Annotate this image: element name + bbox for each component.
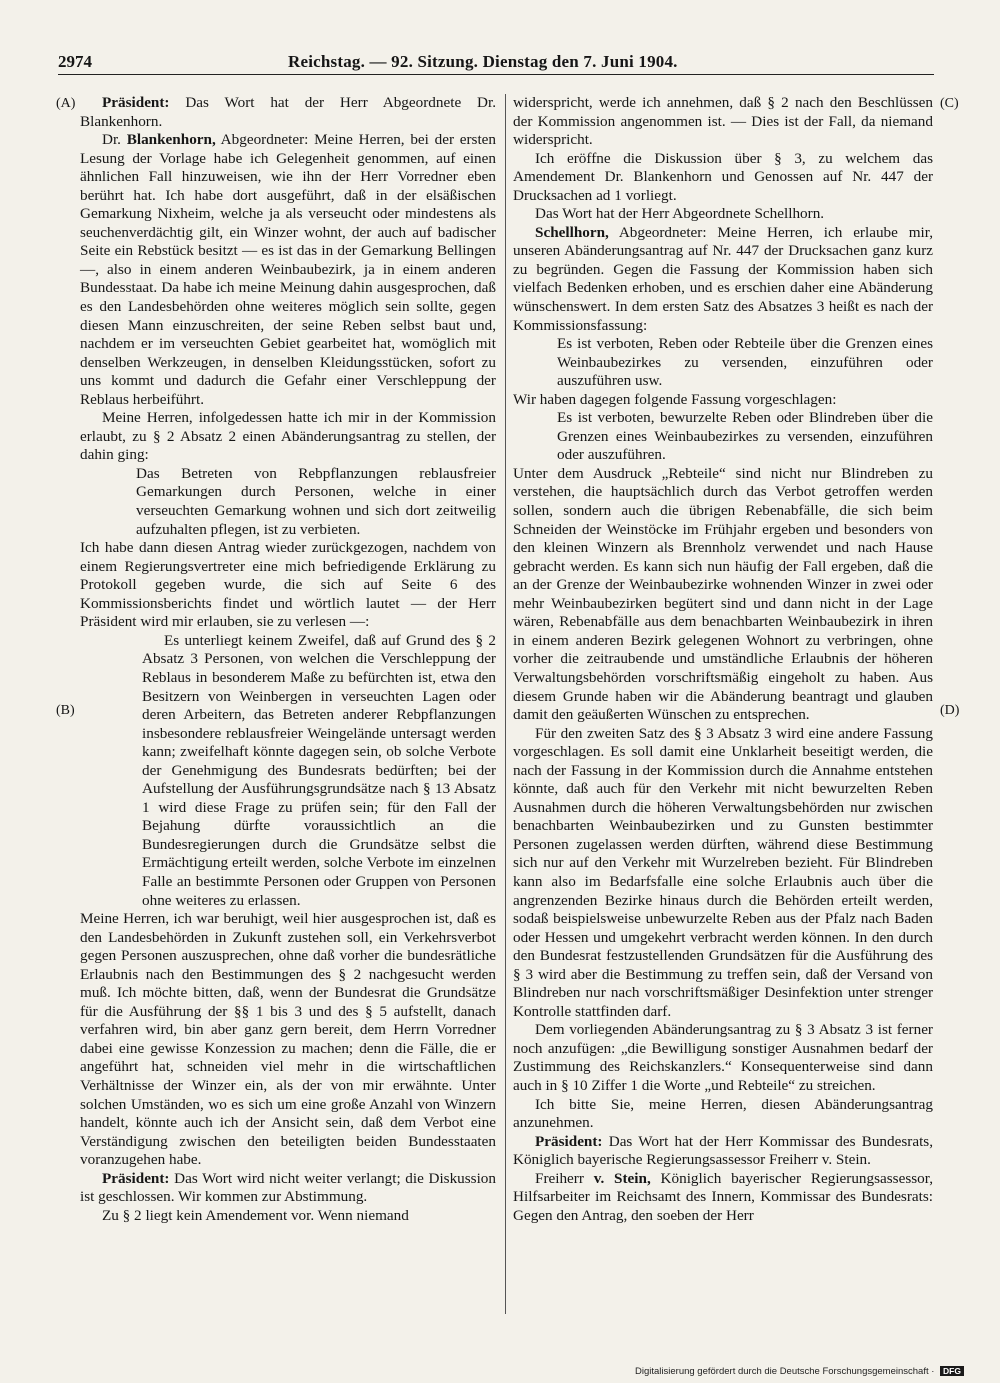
paragraph bbox=[80, 1170, 496, 1207]
paragraph: widerspricht, werde ich annehmen, daß § 2 nach den Beschlüssen der Kommission angenommen ist. — Dies ist der Fall, da niemand widerspricht. bbox=[513, 94, 933, 149]
paragraph: Ich habe dann diesen Antrag wieder zurückgezogen, nachdem von einem Regierungsvertreter eine mich befriedigende Erklärung zu Protokoll gegeben wurde, die sich auf Seite 6 des Kommissionsberichts findet und wörtlich lautet — der Herr Präsident wird mir erlauben, sie zu verlesen —: bbox=[80, 539, 496, 631]
paragraph: Ich bitte Sie, meine Herren, diesen Abänderungsantrag anzunehmen. bbox=[513, 1095, 933, 1132]
paragraph: Das Wort hat der Herr Abgeordnete Schellhorn. bbox=[535, 205, 825, 223]
paragraph: Für den zweiten Satz des § 3 Absatz 3 wird eine andere Fassung vorgeschlagen. Es soll damit eine Unklarheit beseitigt werden, die nach der Fassung in der Kommission durch die Annahme entstehen könnte, daß auch für den Verkehr mit nicht bewurzelten Reben Ausnahmen durch die höheren Verwaltungsbehörden nur zwischen benachbarten Weinbaubezirken und zu Gunsten bestimmter Personen zugelassen werden dürften, während diese Bestimmung sich nur auf den Verkehr mit Wurzelreben bezieht. Für Blindreben kann also im Bedarfsfalle eine solche Erlaubnis auch über die angrenzenden Bezirke hinaus durch die Behörden erteilt werden, sodaß beispielsweise unbewurzelte Reben aus der Pfalz nach Baden oder Hessen und umgekehrt verbracht werden können. In den durch den Bundesrat festzustellenden Grundsätzen für die Ausführung des § 3 wird aber die Bestimmung zu treffen sein, daß der Versand von Blindreben nur nach vorschriftsmäßiger Desinfektion unter strenger Kontrolle stattfinden darf. bbox=[513, 724, 933, 1020]
paragraph bbox=[513, 1170, 933, 1226]
quoted-protocol: Es unterliegt keinem Zweifel, daß auf Grund des § 2 Absatz 3 Personen, von welchen die Verschleppung der Reblaus in besonderem Maße zu befürchten ist, etwa den Besitzern von Weinbergen in verseuchten Lagen oder deren Arbeitern, das Betreten anderer Rebpflanzungen insbesondere reblausfreier Weingelände untersagt werden kann; zweifelhaft könnte dagegen sein, ob solche Verbote der Genehmigung des Bundesrats bedürften; bei der Aufstellung der Ausführungsgrundsätze nach § 13 Absatz 1 wird diese Frage zu prüfen sein; für den Fall der Bejahung dürfte voraussichtlich an die Bundesregierungen durch die Grundsätze selbst die Ermächtigung erteilt werden, solche Verbote im einzelnen Falle an bestimmte Personen oder Gruppen von Personen ohne weiteres zu erlassen. bbox=[142, 631, 496, 909]
paragraph: Wir haben dagegen folgende Fassung vorgeschlagen: bbox=[513, 390, 837, 408]
dfg-logo: DFG bbox=[940, 1366, 964, 1376]
column-divider bbox=[505, 94, 506, 1314]
speaker-name: Präsident: bbox=[102, 94, 170, 111]
footer-text: Digitalisierung gefördert durch die Deutsche Forschungsgemeinschaft · bbox=[635, 1366, 935, 1377]
running-head: Reichstag. — 92. Sitzung. Dienstag den 7. Juni 1904. bbox=[288, 52, 678, 71]
paragraph: Dem vorliegenden Abänderungsantrag zu § 3 Absatz 3 ist ferner noch anzufügen: „die Bewilligung sonstiger Ausnahmen bedarf der Zustimmung des Reichskanzlers.“ Konsequenterweise sind dann auch in § 10 Ziffer 1 die Worte „und Rebteile“ zu streichen. bbox=[513, 1021, 933, 1094]
speaker-name: v. Stein, bbox=[593, 1169, 651, 1187]
paragraph: Ich eröffne die Diskussion über § 3, zu welchem das Amendement Dr. Blankenhorn und Genossen auf Nr. 447 der Drucksachen ad 1 vorliegt. bbox=[513, 149, 933, 204]
digitization-footer bbox=[635, 1366, 964, 1377]
paragraph: Meine Herren, ich war beruhigt, weil hier ausgesprochen ist, daß es den Landesbehörden in Zukunft zustehen soll, ein Verkehrsverbot gegen Personen auszusprechen, ohne daß vorher die bundesrätliche Erlaubnis nach den Bestimmungen des § 2 nachgesucht werden muß. Ich möchte bitten, daß, wenn der Bundesrat die Grundsätze für die Ausführung der §§ 1 bis 3 und des § 5 aufstellt, danach verfahren wird, bin aber ganz gern bereit, dem Herrn Vorredner dabei eine gewisse Konzession zu machen; denn die Fälle, die er angeführt hat, schneiden viel mehr in die wirtschaftlichen Verhältnisse der Winzer ein, als der von mir erwähnte. Unter solchen Umständen, wo es sich um eine große Anzahl von Winzern handelt, könnte auch ich der Ansicht sein, daß dem Verbot eine Verständigung zwischen den beteiligten beiden Bundesstaaten voranzugehen habe. bbox=[80, 910, 496, 1169]
speaker-name: Schellhorn, bbox=[535, 223, 609, 241]
speaker-name: Präsident: bbox=[102, 1169, 170, 1187]
paragraph: Meine Herren, infolgedessen hatte ich mir in der Kommission erlaubt, zu § 2 Absatz 2 einen Abänderungsantrag zu stellen, der dahin ging: bbox=[80, 409, 496, 464]
quoted-proposal: Es ist verboten, bewurzelte Reben oder Blindreben über die Grenzen eines Weinbaubezirkes zu versenden, einzuführen oder auszuführen. bbox=[557, 409, 933, 464]
speaker-name: Präsident: bbox=[535, 1132, 603, 1150]
margin-marker-b: (B) bbox=[56, 703, 75, 718]
paragraph-text: Königlich bayerischer Regierungsassessor, Hilfsarbeiter im Reichsamt des Innern, Kommissar des Bundesrats: Gegen den Antrag, den soeben der Herr bbox=[513, 1169, 933, 1224]
page-header bbox=[58, 52, 934, 75]
paragraph: Unter dem Ausdruck „Rebteile“ sind nicht nur Blindreben zu verstehen, die hauptsächlich durch das Verbot getroffen werden sollen, sondern auch die übrigen Rebenabfälle, die sich beim Schneiden der Weinstöcke im Frühjahr ergeben und besonders von den kleinen Winzern als Brennholz verwendet und nach Hause gebracht werden. Es kann sich nun häufig der Fall ergeben, daß die an der Grenze der Weinbaubezirke wohnenden Winzer in zwei oder mehr Weinbaubezirken begütert sind und dann nicht in der Lage wären, Rebenabfälle aus dem benachbarten Weinbaubezirk in ihren in einem anderen Bezirk gelegenen Wohnort zu verbringen, ohne vorher die zeitraubende und umständliche Erlaubnis der höheren Verwaltungsbehörden vorschriftsmäßig eingeholt zu haben. Aus diesem Grunde haben wir die Abänderung beantragt und glauben damit den geäußerten Wünschen zu entsprechen. bbox=[513, 464, 933, 724]
margin-marker-d: (D) bbox=[940, 703, 960, 718]
margin-marker-a: (A) bbox=[56, 96, 76, 111]
paragraph-text: Abgeordneter: Meine Herren, ich erlaube mir, unseren Abänderungsantrag auf Nr. 447 der Drucksachen ganz kurz zu begründen. Gegen die Fassung der Kommission haben sich vielfach Bedenken erhoben, und es erschien daher eine Abänderung wünschenswert. In dem ersten Satz des Absatzes 3 heißt es nach der Kommissionsfassung: bbox=[513, 223, 933, 334]
right-column bbox=[513, 94, 933, 1225]
speaker-prefix: Freiherr bbox=[535, 1169, 594, 1187]
page-number: 2974 bbox=[58, 52, 92, 71]
paragraph-text: Abgeordneter: Meine Herren, bei der ersten Lesung der Vorlage habe ich Gelegenheit genommen, auf einen ähnlichen Fall hinzuweisen, wie ihn der Herr Vorredner eben berührt hat. Ich habe dort ausgeführt, daß in der elsäßischen Gemarkung Nixheim, welche ja als verseucht oder mindestens als seuchenverdächtig gilt, ein Winzer wohnt, der auch auf badischer Seite ein Rebstück besitzt — es ist das in der Gemarkung Bellingen —, also in einem anderen Weinbaubezirk, ja in einem anderen Bundesstaat. Da habe ich meine Meinung dahin ausgesprochen, daß es den Landesbehörden ohne weiteres möglich sein sollte, gegen diesen Mann einzuschreiten, der seine Reben selbst baut und, nachdem er im verseuchten Gebiet gearbeitet hat, womöglich mit denselben Werkzeugen, in denselben Kleidungsstücken, sofort zu uns kommt und dadurch die Gefahr einer Verschleppung der Reblaus herbeiführt. bbox=[80, 131, 497, 408]
paragraph-text: Das Wort wird nicht weiter verlangt; die Diskussion ist geschlossen. Wir kommen zur Abstimmung. bbox=[80, 1169, 496, 1206]
margin-marker-c: (C) bbox=[940, 96, 959, 111]
paragraph bbox=[80, 131, 496, 409]
quoted-motion: Das Betreten von Rebpflanzungen reblausfreier Gemarkungen durch Personen, welche in einer verseuchten Gemarkung wohnen und sich dort zeitweilig aufzuhalten pflegen, ist zu verbieten. bbox=[136, 464, 496, 538]
paragraph bbox=[513, 224, 933, 335]
paragraph-text: Das Wort hat der Herr Kommissar des Bundesrats, Königlich bayerische Regierungsassessor Freiherr v. Stein. bbox=[513, 1132, 933, 1169]
speaker-prefix: Dr. bbox=[102, 131, 127, 149]
paragraph bbox=[80, 94, 496, 131]
paragraph bbox=[513, 1133, 933, 1170]
speaker-name: Blankenhorn, bbox=[126, 131, 216, 149]
left-column bbox=[80, 94, 496, 1225]
paragraph-text: Das Wort hat der Herr Abgeordnete Dr. Blankenhorn. bbox=[80, 94, 496, 130]
quoted-commission-text: Es ist verboten, Reben oder Rebteile über die Grenzen eines Weinbaubezirkes zu versenden, einzuführen oder auszuführen usw. bbox=[557, 335, 933, 390]
paragraph: Zu § 2 liegt kein Amendement vor. Wenn niemand bbox=[102, 1206, 409, 1224]
